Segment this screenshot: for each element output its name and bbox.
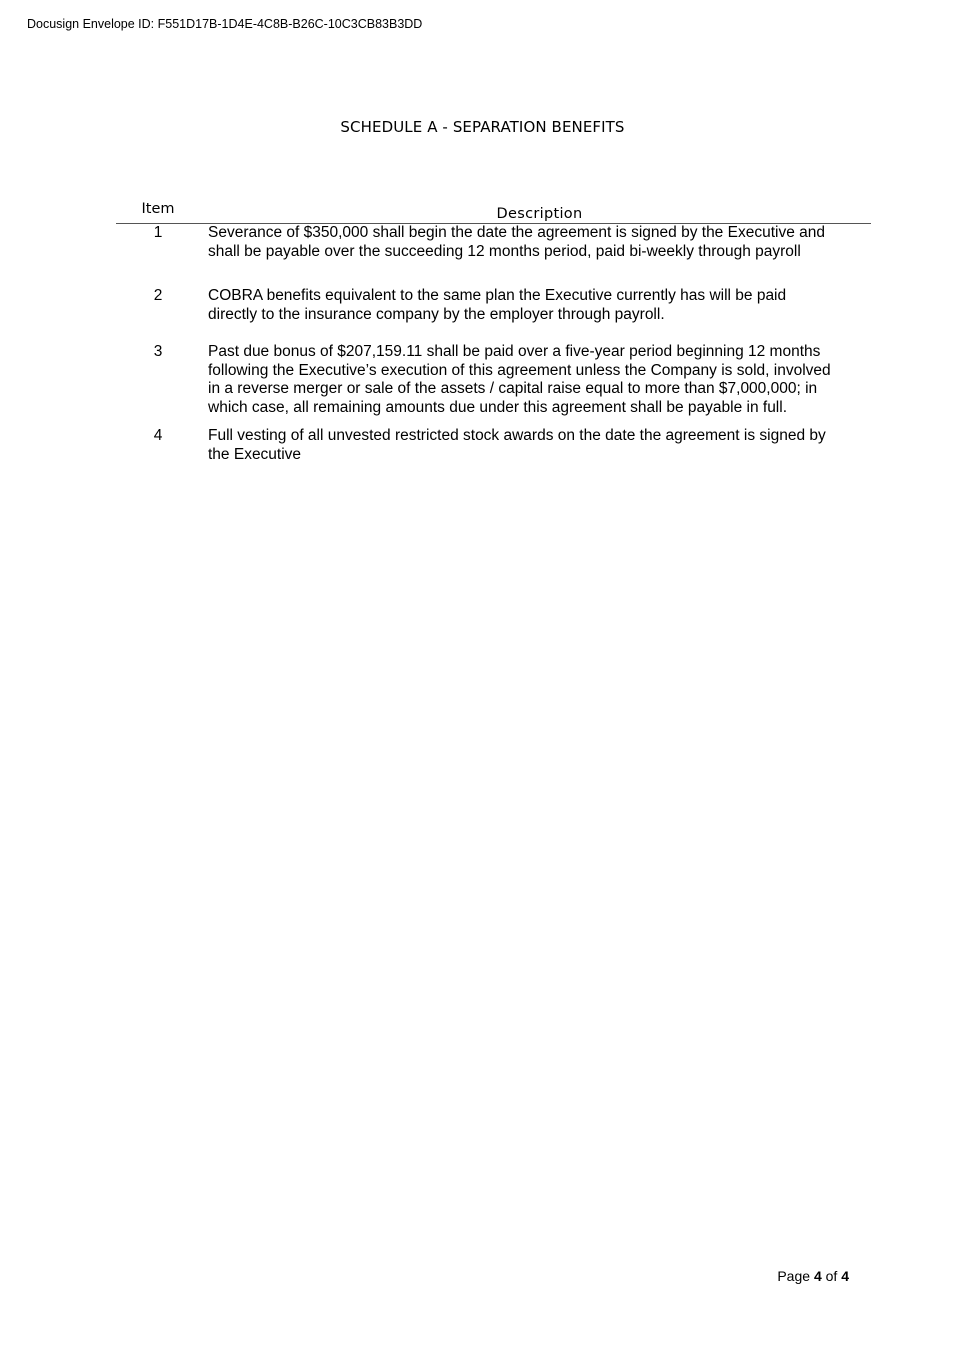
description-line: directly to the insurance company by the employer through payroll. <box>208 305 665 323</box>
description-line: shall be payable over the succeeding 12 months period, paid bi-weekly through payroll <box>208 242 801 260</box>
description-line: in a reverse merger or sale of the assets / capital raise equal to more than $7,000,000; in <box>208 380 818 397</box>
description-line: Severance of $350,000 shall begin the date the agreement is signed by the Executive and <box>208 224 825 241</box>
envelope-id: Docusign Envelope ID: F551D17B-1D4E-4C8B-B26C-10C3CB83B3DD <box>27 17 423 31</box>
row-description <box>208 427 868 464</box>
description-line: COBRA benefits equivalent to the same plan the Executive currently has will be paid <box>208 287 787 304</box>
row-item-number: 1 <box>153 224 163 241</box>
row-item-number: 3 <box>153 343 163 360</box>
description-line: following the Executive’s execution of this agreement unless the Company is sold, involved <box>208 361 831 379</box>
page-title: SCHEDULE A - SEPARATION BENEFITS <box>340 118 625 136</box>
description-line: Past due bonus of $207,159.11 shall be paid over a five-year period beginning 12 months <box>208 343 821 360</box>
table-header <box>116 200 871 224</box>
column-header-item: Item <box>141 201 175 217</box>
of-word: of <box>825 1268 838 1284</box>
page-total: 4 <box>841 1268 849 1284</box>
row-item-number: 2 <box>153 287 163 304</box>
row-item-number: 4 <box>153 427 163 444</box>
page-number <box>777 1267 849 1285</box>
column-header-description: Description <box>496 206 583 222</box>
row-description <box>208 224 868 261</box>
description-line: the Executive <box>208 445 302 463</box>
row-description <box>208 343 868 417</box>
page-current: 4 <box>813 1268 822 1284</box>
page-word: Page <box>777 1268 811 1284</box>
description-line: Full vesting of all unvested restricted stock awards on the date the agreement is signed by <box>208 427 826 444</box>
benefits-table <box>116 200 871 463</box>
row-description <box>208 287 868 324</box>
description-line: which case, all remaining amounts due under this agreement shall be payable in full. <box>208 398 788 416</box>
